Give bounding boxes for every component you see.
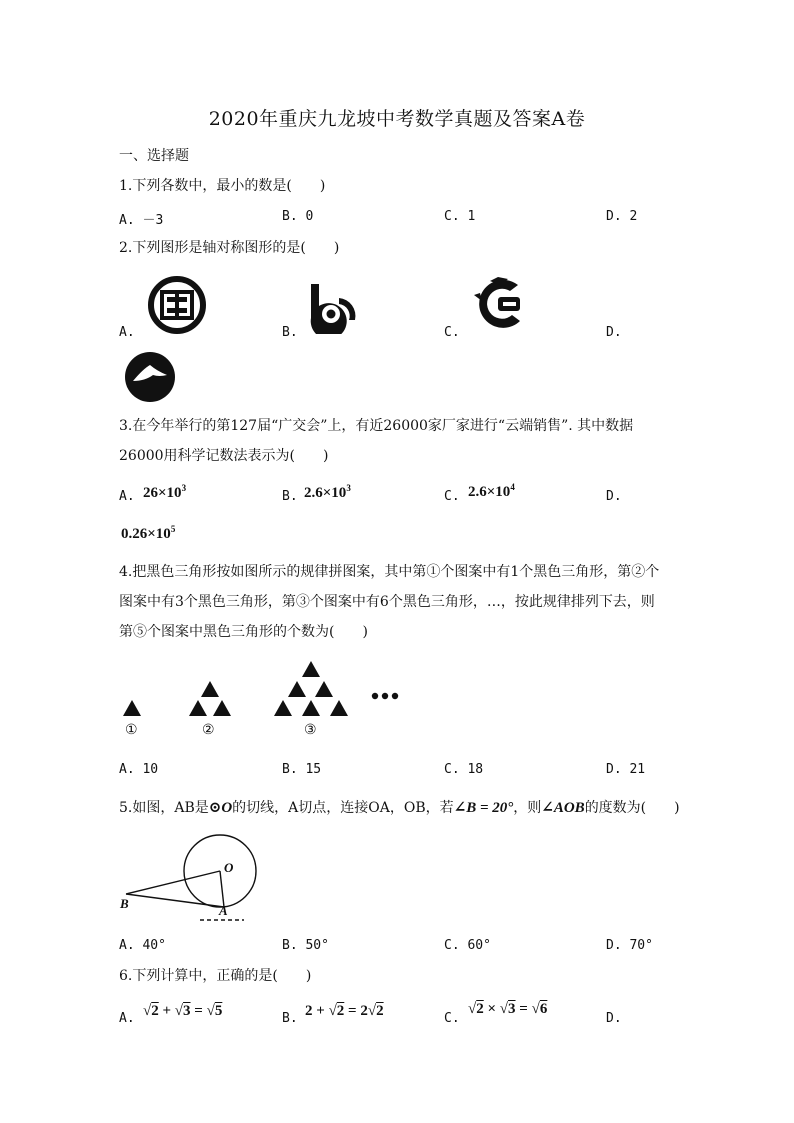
section-heading: 一、选择题 — [119, 148, 189, 164]
question-6-text: 6.下列计算中，正确的是( ) — [119, 968, 312, 984]
q2-option-a[interactable]: A. — [119, 325, 135, 340]
q2-option-b[interactable]: B. — [282, 325, 298, 340]
triangle-mark — [288, 681, 306, 697]
question-2-text: 2.下列图形是轴对称图形的是( ) — [119, 240, 340, 256]
q3-option-a-value: $26\times 10^3$ — [143, 483, 187, 501]
q6-option-b-expr: 2 + √2 = 2√2 — [305, 1003, 384, 1019]
question-4-line-2: 图案中有3个黑色三角形，第③个图案中有6个黑色三角形，…，按此规律排列下去，则 — [119, 594, 655, 610]
triangle-mark — [330, 700, 348, 716]
q6-option-c-label[interactable]: C. — [444, 1011, 460, 1026]
triangle-pattern-figure — [118, 656, 408, 722]
triangle-mark — [213, 700, 231, 716]
point-a-label: A — [219, 903, 228, 918]
tangent-circle-figure — [116, 828, 266, 924]
logo-a-icon — [146, 275, 208, 335]
q5-option-c[interactable]: C. 60° — [444, 938, 491, 953]
triangle-mark — [274, 700, 292, 716]
pattern-label-3: ③ — [304, 722, 317, 738]
point-b-label: B — [120, 896, 129, 911]
q6-option-a-label[interactable]: A. — [119, 1011, 135, 1026]
q6-option-c-expr: √2 × √3 = √6 — [468, 1001, 548, 1017]
question-1-text: 1.下列各数中，最小的数是( ) — [119, 178, 326, 194]
q3-option-c-value: $2.6\times 10^4$ — [468, 482, 515, 500]
pattern-label-2: ② — [202, 722, 215, 738]
question-4-line-1: 4.把黑色三角形按如图所示的规律拼图案，其中第①个图案中有1个黑色三角形，第②个 — [119, 564, 660, 580]
question-3-line-2: 26000用科学记数法表示为( ) — [119, 448, 329, 464]
q3-option-d-label[interactable]: D. — [606, 489, 622, 504]
q6-option-a-expr: √2 + √3 = √5 — [143, 1003, 223, 1019]
q1-option-d[interactable]: D. 2 — [606, 209, 638, 224]
question-5-text: 5.如图，AB是⊙O的切线，A切点，连接OA，OB，若∠B = 20°，则∠AOB的度数为( ) — [119, 800, 680, 816]
triangle-mark — [189, 700, 207, 716]
q5-option-b[interactable]: B. 50° — [282, 938, 329, 953]
question-3-line-1: 3.在今年举行的第127届“广交会”上，有近26000家厂家进行“云端销售”. 其中数据 — [119, 418, 634, 434]
q5-option-a[interactable]: A. 40° — [119, 938, 166, 953]
pattern-label-1: ① — [125, 722, 138, 738]
q1-option-a[interactable]: A. －3 — [119, 213, 164, 228]
question-4-line-3: 第⑤个图案中黑色三角形的个数为( ) — [119, 624, 368, 640]
q6-option-b-label[interactable]: B. — [282, 1011, 298, 1026]
q4-option-a[interactable]: A. 10 — [119, 762, 159, 777]
page-title: 2020年重庆九龙坡中考数学真题及答案A卷 — [208, 108, 586, 130]
q4-option-d[interactable]: D. 21 — [606, 762, 646, 777]
q1-option-b[interactable]: B. 0 — [282, 209, 314, 224]
q1-option-c[interactable]: C. 1 — [444, 209, 476, 224]
q2-option-c[interactable]: C. — [444, 325, 460, 340]
q3-option-b-value: $2.6\times 10^3$ — [304, 483, 351, 501]
q3-option-a-label[interactable]: A. — [119, 489, 135, 504]
q3-option-b-label[interactable]: B. — [282, 489, 298, 504]
logo-d-icon — [123, 351, 177, 403]
q6-option-d-label[interactable]: D. — [606, 1011, 622, 1026]
q4-option-c[interactable]: C. 18 — [444, 762, 484, 777]
triangle-mark — [302, 700, 320, 716]
triangle-mark — [123, 700, 141, 716]
logo-c-icon — [470, 275, 532, 333]
q3-option-c-label[interactable]: C. — [444, 489, 460, 504]
q3-option-d-value: $0.26\times 10^5$ — [121, 524, 176, 542]
triangle-mark — [315, 681, 333, 697]
triangle-mark — [302, 661, 320, 677]
q4-option-b[interactable]: B. 15 — [282, 762, 322, 777]
logo-b-icon — [305, 280, 361, 334]
q2-option-d[interactable]: D. — [606, 325, 622, 340]
point-o-label: O — [224, 860, 234, 875]
q5-option-d[interactable]: D. 70° — [606, 938, 653, 953]
triangle-mark — [201, 681, 219, 697]
